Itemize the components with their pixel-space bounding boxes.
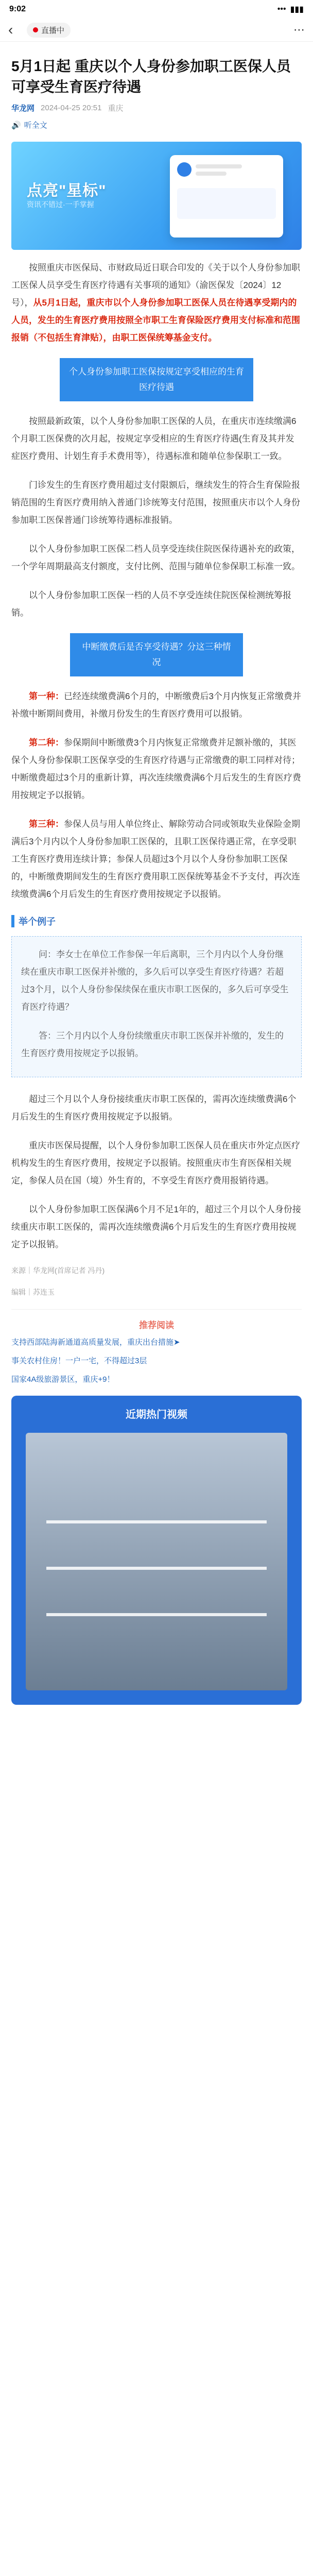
para-5: 以个人身份参加职工医保一档的人员不享受连续住院医保检测统筹报销。 bbox=[11, 590, 291, 618]
para-3: 门诊发生的生育医疗费用超过支付限额后，继续发生的符合生育保险报销范围的生育医疗费用纳入普通门诊统筹支付范围，按照重庆市以个人身份参加职工医保普通门诊统筹待遇标准报销。 bbox=[11, 480, 300, 525]
banner-card-body bbox=[177, 188, 276, 219]
rec-link-3[interactable]: 国家4A级旅游景区，重庆+9！ bbox=[11, 1375, 115, 1384]
para-4: 以个人身份参加职工医保二档人员享受连续住院医保待遇补充的政策，一个学年周期最高支付额度，支付比例、范围与随单位参保职工标准一致。 bbox=[11, 544, 300, 571]
case-2: 第二种：参保期间中断缴费3个月内恢复正常缴费并足额补缴的，其医保个人身份参保职工医保享受的生育医疗待遇与正常缴费的职工同样对待；中断缴费超过3个月的重新计算，再次连续缴费满6个月后发生的生育医疗费用按规定予以报销。 bbox=[11, 738, 301, 800]
article-date: 2024-04-25 20:51 bbox=[41, 104, 102, 112]
nav-bar bbox=[0, 19, 313, 42]
article-location: 重庆 bbox=[108, 104, 124, 113]
para-8: 以个人身份参加职工医保满6个月不足1年的，超过三个月以个人身份接续重庆市职工医保的，需再次连续缴费满6个月后发生的生育医疗费用按规定予以报销。 bbox=[11, 1205, 301, 1249]
recommended-title: 推荐阅读 bbox=[139, 1320, 174, 1330]
banner-title: 点亮"星标" bbox=[27, 182, 107, 199]
banner-subtitle: 资讯不错过·一手掌握 bbox=[27, 200, 94, 209]
hot-video-thumbnail[interactable] bbox=[26, 1433, 287, 1690]
article-meta bbox=[11, 103, 302, 113]
more-icon[interactable]: ⋯ bbox=[293, 23, 305, 36]
case-3: 第三种：参保人员与用人单位终止、解除劳动合同或领取失业保险金期满后3个月内以个人身份参加职工医保的，且职工医保待遇正常，在享受职工生育医疗费用连续计算；参保人员超过3个月以个人身份参加职工医保的，中断缴费期间发生的生育医疗费用职工医保统筹基金不予支付，再次连续缴费满6个月后发生的生育医疗费用按规定予以报销。 bbox=[11, 819, 300, 899]
section-heading-1: 个人身份参加职工医保按规定享受相应的生育医疗待遇 bbox=[60, 358, 253, 401]
example-box bbox=[11, 936, 302, 1077]
para-2: 按照最新政策，以个人身份参加职工医保的人员，在重庆市连续缴满6个月职工医保费的次月起，按规定享受相应的生育医疗待遇(生育及其并发症医疗费用、计划生育手术费用等），待遇标准和随单位参保职工一致。 bbox=[11, 416, 297, 461]
example-answer: 答：三个月内以个人身份续缴重庆市职工医保并补缴的，发生的生育医疗费用按规定予以报销。 bbox=[21, 1031, 284, 1058]
status-bar bbox=[0, 0, 313, 19]
para-7: 重庆市医保局提醒，以个人身份参加职工医保人员在重庆市外定点医疗机构发生的生育医疗费用，按规定予以报销。按照重庆市生育医保相关规定，参保人员在国（境）外生育的，不享受生育医疗费用报销待遇。 bbox=[11, 1141, 300, 1185]
live-label: 直播中 bbox=[41, 26, 65, 35]
speaker-icon: 🔊 bbox=[11, 121, 21, 130]
battery-icon: ▮▮▮ bbox=[290, 5, 304, 14]
back-icon[interactable]: ‹ bbox=[8, 22, 13, 38]
example-heading: 举个例子 bbox=[11, 914, 302, 928]
listen-label: 听全文 bbox=[24, 121, 47, 130]
article-body bbox=[0, 42, 313, 1705]
status-time: 9:02 bbox=[9, 5, 26, 13]
editor-line: 编辑｜苏连玉 bbox=[11, 1288, 55, 1296]
section-heading-2: 中断缴费后是否享受待遇？分这三种情况 bbox=[70, 633, 243, 676]
live-pill[interactable] bbox=[27, 23, 71, 38]
article-title: 5月1日起 重庆以个人身份参加职工医保人员可享受生育医疗待遇 bbox=[11, 58, 291, 95]
rec-link-2[interactable]: 事关农村住房！一户一宅，不得超过3层 bbox=[11, 1357, 147, 1365]
banner-card bbox=[170, 155, 283, 238]
para-intro: 按照重庆市医保局、市财政局近日联合印发的《关于以个人身份参加职工医保人员享受生育医疗待遇有关事项的通知》（渝医保发〔2024〕12号），从5月1日起，重庆市以个人身份参加职工医保人员在待遇享受期内的人员，发生的生育医疗费用按照全市职工生育保险医疗费用支付标准和范围报销（不包括生育津贴），由职工医保统筹基金支付。 bbox=[11, 263, 300, 343]
source-line: 来源｜华龙网(首席记者 冯丹) bbox=[11, 1266, 105, 1275]
banner-avatar bbox=[177, 162, 192, 177]
article-source[interactable]: 华龙网 bbox=[11, 104, 35, 113]
listen-button[interactable] bbox=[11, 120, 302, 130]
recommended-section bbox=[11, 1309, 302, 1386]
case-1: 第一种：已经连续缴费满6个月的，中断缴费后3个月内恢复正常缴费并补缴中断期间费用，补缴月份发生的生育医疗费用可以报销。 bbox=[11, 691, 301, 719]
example-question: 问：李女士在单位工作参保一年后离职，三个月内以个人身份继续在重庆市职工医保并补缴的，多久后可以享受生育医疗待遇？若超过3个月，以个人身份参保续保在重庆市职工医保的，多久后可享受生育医疗待遇？ bbox=[21, 950, 289, 1012]
hot-video-title: 近期热门视频 bbox=[126, 1409, 187, 1420]
star-banner[interactable] bbox=[11, 142, 302, 250]
para-6: 超过三个月以个人身份接续重庆市职工医保的，需再次连续缴费满6个月后发生的生育医疗费用按规定予以报销。 bbox=[11, 1094, 297, 1122]
live-dot-icon bbox=[33, 27, 38, 32]
rec-link-1[interactable]: 支持西部陆海新通道高质量发展，重庆出台措施➤ bbox=[11, 1338, 180, 1347]
signal-icon: ••• bbox=[277, 5, 286, 13]
hot-video-card[interactable] bbox=[11, 1396, 302, 1705]
heading-bar bbox=[11, 915, 14, 927]
